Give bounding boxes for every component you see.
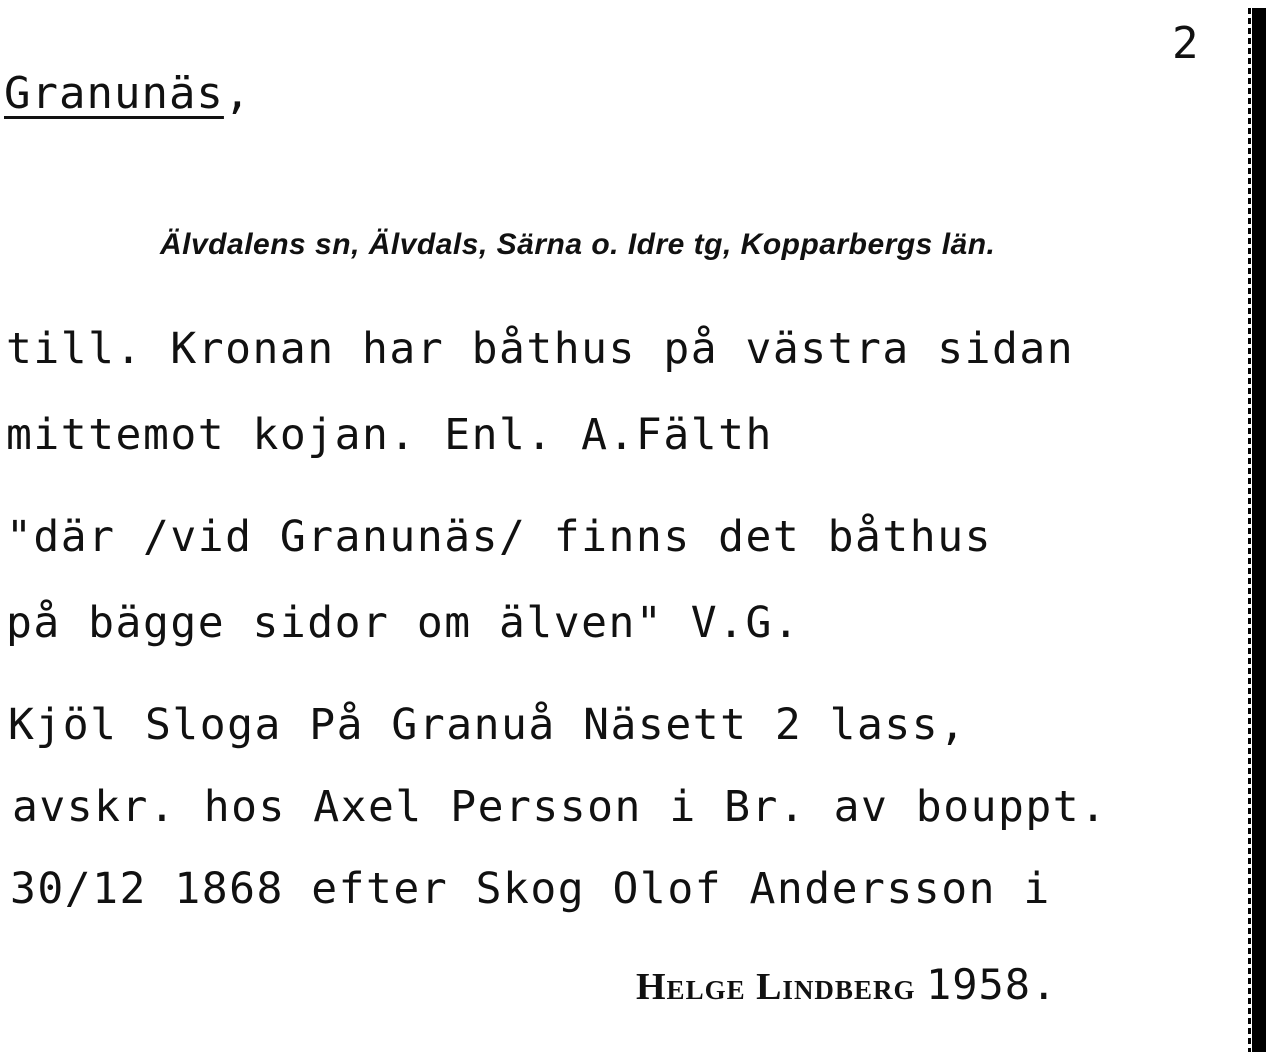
card-edge-border [1252,8,1266,1052]
parish-line: Älvdalens sn, Älvdals, Särna o. Idre tg, Kopparbergs län. [160,228,996,261]
place-heading [4,68,251,119]
text-line: mittemot kojan. Enl. A.Fälth [6,410,773,460]
text-line: avskr. hos Axel Persson i Br. av bouppt. [12,782,1108,832]
page-number: 2 [1172,18,1199,69]
text-line: "där /vid Granunäs/ finns det båthus [6,512,992,562]
text-line: till. Kronan har båthus på västra sidan [6,324,1075,374]
text-line: 30/12 1868 efter Skog Olof Andersson i [10,864,1051,914]
signature-name: Helge Lindberg [636,966,916,1008]
signature-stamp [636,960,1057,1009]
place-suffix: , [223,68,252,119]
text-line: Kjöl Sloga På Granuå Näsett 2 lass, [8,700,967,750]
text-line: på bägge sidor om älven" V.G. [6,598,801,648]
signature-year: 1958. [925,960,1058,1009]
place-name: Granunäs [4,68,224,119]
